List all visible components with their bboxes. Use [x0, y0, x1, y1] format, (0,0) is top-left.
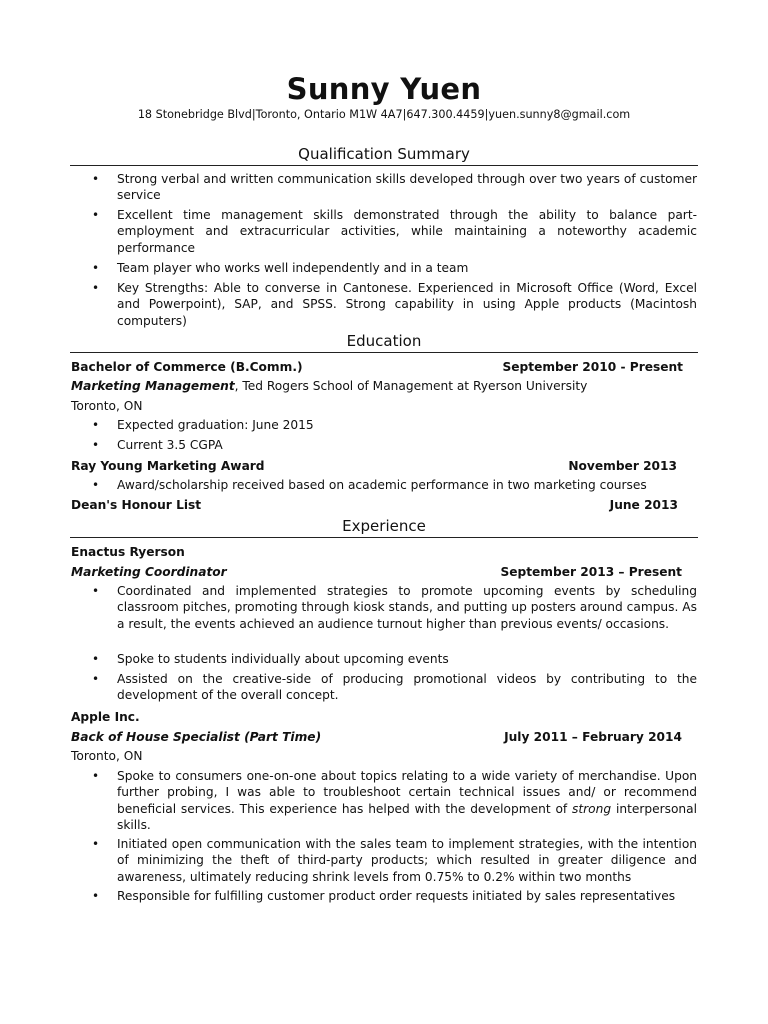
program-line — [71, 378, 587, 394]
degree-title: Bachelor of Commerce (B.Comm.) — [71, 360, 303, 374]
job-item: Responsible for fulfilling customer product order requests initiated by sales representatives — [117, 889, 676, 903]
job-date: July 2011 – February 2014 — [504, 730, 682, 744]
qualification-item: Key Strengths: Able to converse in Cantonese. Experienced in Microsoft Office (Word, Excel and Powerpoint), SAP, and SPSS. Strong capability in using Apple products (Macintosh computers) — [117, 281, 697, 328]
honour-date: June 2013 — [609, 498, 678, 512]
job-item-text: interpersonal skills. — [117, 801, 697, 833]
education-location: Toronto, ON — [71, 399, 143, 413]
experience-heading: Experience — [70, 516, 698, 538]
education-item: Current 3.5 CGPA — [117, 438, 223, 452]
job-item: Spoke to students individually about upcoming events — [117, 652, 449, 666]
job-date: September 2013 – Present — [500, 565, 682, 579]
job-item: Initiated open communication with the sales team to implement strategies, with the intention of minimizing the theft of third-party products; which resulted in greater diligence and awareness, ultimately reducing shrink levels from 0.75% to 0.2% within two months — [117, 837, 697, 884]
award-title: Ray Young Marketing Award — [71, 459, 265, 473]
bullet-icon: • — [92, 208, 100, 222]
bullet-icon: • — [92, 438, 100, 452]
bullet-icon: • — [92, 584, 100, 598]
job-item: Coordinated and implemented strategies to promote upcoming events by scheduling classroom pitches, promoting through kiosk stands, and putting up posters around campus. As a result, the events achieved an audience turnout higher than previous events/ occasions. — [117, 584, 697, 631]
bullet-icon: • — [92, 172, 100, 186]
qualification-heading: Qualification Summary — [70, 144, 698, 166]
organization: Apple Inc. — [71, 710, 140, 724]
honour-title: Dean's Honour List — [71, 498, 202, 512]
job-role: Back of House Specialist (Part Time) — [71, 730, 322, 744]
job-item-emphasis: strong — [572, 801, 612, 816]
bullet-icon: • — [92, 652, 100, 666]
qualification-item: Excellent time management skills demonstrated through the ability to balance part-employment and extracurricular activities, while maintaining a noteworthy academic performance — [117, 208, 697, 255]
contact-info: 18 Stonebridge Blvd|Toronto, Ontario M1W 4A7|647.300.4459|yuen.sunny8@gmail.com — [137, 108, 631, 121]
school: , Ted Rogers School of Management at Ryerson University — [234, 379, 588, 393]
award-date: November 2013 — [568, 459, 677, 473]
bullet-icon: • — [92, 672, 100, 686]
qualification-item: Strong verbal and written communication skills developed through over two years of customer service — [117, 172, 697, 203]
job-item-text: Spoke to consumers one-on-one about topics relating to a wide variety of merchandise. Upon further probing, I was able to troubleshoot certain technical issues and/ or recommend beneficial services. This experience has helped with the development of — [117, 769, 697, 816]
organization: Enactus Ryerson — [71, 545, 185, 559]
job-role: Marketing Coordinator — [71, 565, 227, 579]
degree-date: September 2010 - Present — [502, 360, 683, 374]
qualification-item: Team player who works well independently and in a team — [117, 261, 469, 275]
bullet-icon: • — [92, 769, 100, 783]
candidate-name: Sunny Yuen — [286, 72, 482, 106]
job-item: Assisted on the creative-side of producing promotional videos by contributing to the development of the overall concept. — [117, 672, 697, 703]
job-location: Toronto, ON — [71, 749, 143, 763]
bullet-icon: • — [92, 837, 100, 851]
bullet-icon: • — [92, 889, 100, 903]
bullet-icon: • — [92, 478, 100, 492]
major: Marketing Management — [71, 379, 235, 393]
bullet-icon: • — [92, 418, 100, 432]
job-item — [117, 768, 697, 834]
education-item: Expected graduation: June 2015 — [117, 418, 314, 432]
education-heading: Education — [70, 331, 698, 353]
bullet-icon: • — [92, 261, 100, 275]
award-item: Award/scholarship received based on academic performance in two marketing courses — [117, 478, 647, 492]
bullet-icon: • — [92, 281, 100, 295]
